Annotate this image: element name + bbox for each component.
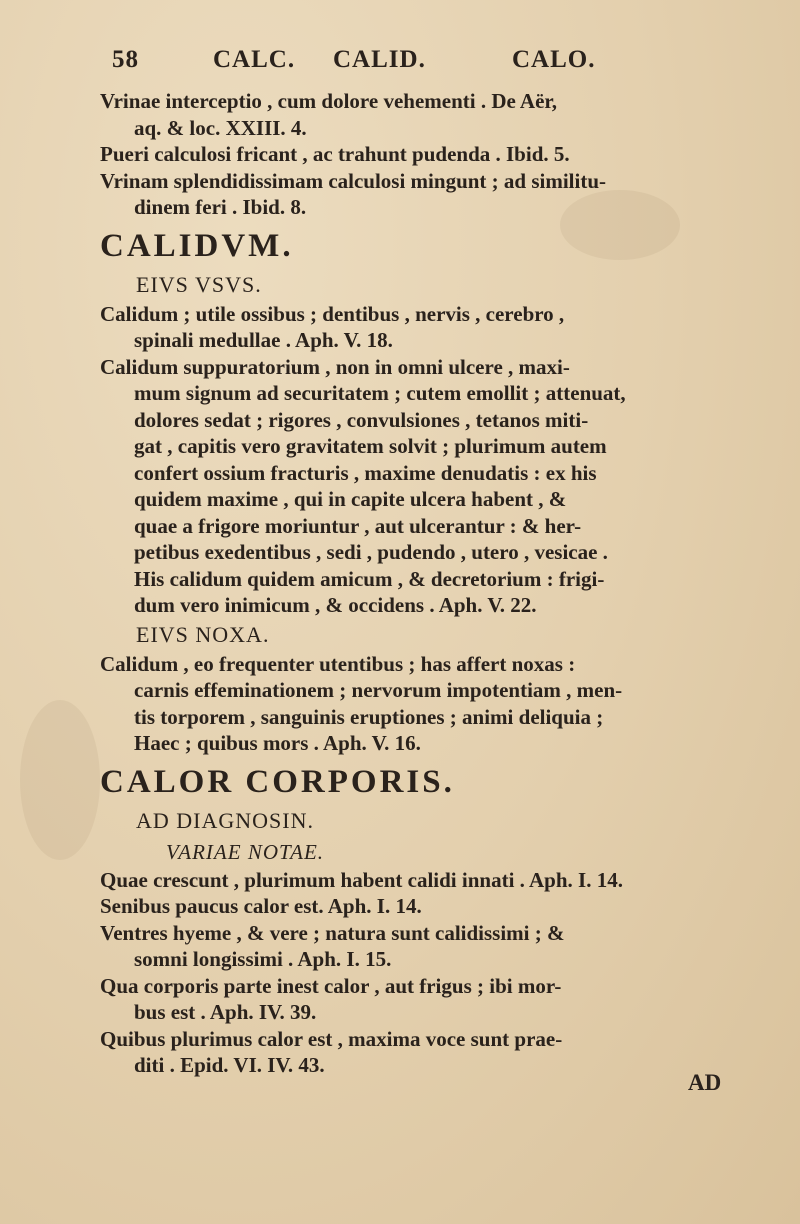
text-line: Vrinam splendidissimam calculosi mingunt ; ad similitu- xyxy=(100,168,607,193)
section-heading: CALIDVM. xyxy=(100,227,294,264)
text-line: carnis effeminationem ; nervorum impotentiam , men- xyxy=(134,678,623,702)
text-line: dum vero inimicum , & occidens . Aph. V. 22. xyxy=(134,593,537,617)
section-heading: CALOR CORPORIS. xyxy=(100,763,455,800)
paper-stain xyxy=(20,700,100,860)
text-line: mum signum ad securitatem ; cutem emollit ; attenuat, xyxy=(134,381,626,405)
subheading: EIVS VSVS. xyxy=(136,271,262,297)
page-body xyxy=(100,88,740,1079)
text-line: Calidum ; utile ossibus ; dentibus , nervis , cerebro , xyxy=(100,301,565,326)
subheading: AD DIAGNOSIN. xyxy=(136,807,314,833)
text-line: Quibus plurimus calor est , maxima voce sunt prae- xyxy=(100,1026,563,1051)
text-line: dolores sedat ; rigores , convulsiones , tetanos miti- xyxy=(134,407,589,432)
subheading: VARIAE NOTAE. xyxy=(166,839,325,864)
text-line: somni longissimi . Aph. I. 15. xyxy=(134,947,392,971)
text-line: Vrinae interceptio , cum dolore vehementi . De Aër, xyxy=(100,89,558,113)
text-line: gat , capitis vero gravitatem solvit ; plurimum autem xyxy=(134,434,607,458)
text-line: Qua corporis parte inest calor , aut frigus ; ibi mor- xyxy=(100,973,562,998)
text-line: aq. & loc. XXIII. 4. xyxy=(134,115,307,140)
text-line: Calidum , eo frequenter utentibus ; has affert noxas : xyxy=(100,651,576,676)
text-line: Calidum suppuratorium , non in omni ulcere , maxi- xyxy=(100,354,570,379)
text-line: Quae crescunt , plurimum habent calidi innati . Aph. I. 14. xyxy=(100,867,623,892)
text-line: Pueri calculosi fricant , ac trahunt pudenda . Ibid. 5. xyxy=(100,142,570,166)
catchword: AD xyxy=(688,1070,722,1095)
header-right-word: CALO. xyxy=(512,46,596,73)
subheading: EIVS NOXA. xyxy=(136,621,270,647)
text-line: confert ossium fracturis , maxime denudatis : ex his xyxy=(134,460,597,485)
header-center-word: CALID. xyxy=(333,46,426,73)
text-line: diti . Epid. VI. IV. 43. xyxy=(134,1053,325,1077)
header-left-word: CALC. xyxy=(213,46,296,73)
text-line: bus est . Aph. IV. 39. xyxy=(134,1000,317,1024)
text-line: His calidum quidem amicum , & decretorium : frigi- xyxy=(134,566,605,591)
text-line: Senibus paucus calor est. Aph. I. 14. xyxy=(100,894,422,918)
text-line: tis torporem , sanguinis eruptiones ; animi deliquia ; xyxy=(134,704,604,729)
text-line: quidem maxime , qui in capite ulcera habent , & xyxy=(134,487,567,511)
page-number: 58 xyxy=(112,46,139,73)
text-line: spinali medullae . Aph. V. 18. xyxy=(134,328,393,352)
text-line: Haec ; quibus mors . Aph. V. 16. xyxy=(134,731,421,755)
text-line: dinem feri . Ibid. 8. xyxy=(134,195,307,219)
text-line: Ventres hyeme , & vere ; natura sunt calidissimi ; & xyxy=(100,920,565,945)
text-line: quae a frigore moriuntur , aut ulcerantur : & her- xyxy=(134,513,582,538)
text-line: petibus exedentibus , sedi , pudendo , utero , vesicae . xyxy=(134,540,608,564)
